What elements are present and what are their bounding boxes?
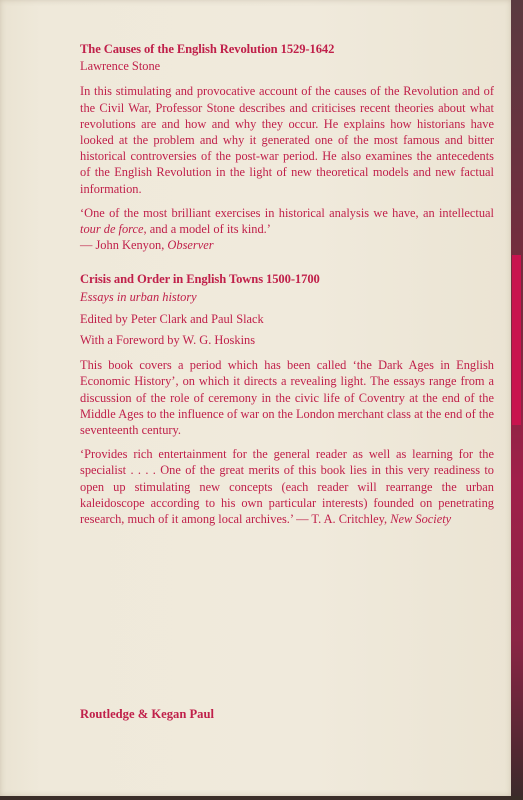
book2-review-quote <box>80 446 494 527</box>
book2-editors: Edited by Peter Clark and Paul Slack <box>80 311 264 326</box>
book1-title: The Causes of the English Revolution 1529-1642 <box>80 42 335 56</box>
book1-quote-attribution: — John Kenyon, <box>80 238 168 253</box>
book2-quote-text: ‘Provides rich entertainment for the general reader as well as learning for the specialist . . . . One of the great merits of this book lies in this very readiness to open up stimulating new concepts (each reader will rearrange the urban kaleidoscope according to his own particular interests) founded on penetrating research, much of it among local archives.’ — T. A. Critchley, <box>80 447 494 527</box>
book2-title: Crisis and Order in English Towns 1500-1700 <box>80 272 320 287</box>
book2-quote-source: New Society <box>390 512 452 527</box>
book1-quote-source: Observer <box>167 238 214 253</box>
book1-quote-text: ‘One of the most brilliant exercises in historical analysis we have, an intellectual <box>80 205 494 220</box>
book2-subtitle: Essays in urban history <box>80 289 197 304</box>
book1-review-quote <box>80 205 494 254</box>
book2-description: This book covers a period which has been called ‘the Dark Ages in English Economic History’, on which it directs a revealing light. The essays range from a discussion of the role of ceremony in the civic life of Coventry at the end of the Middle Ages to the influence of war on the London merchant class at the end of the seventeenth century. <box>80 358 494 438</box>
book1-description: In this stimulating and provocative account of the causes of the Revolution and of the Civil War, Professor Stone describes and criticises recent theories about what revolutions are and how and why they occur. He explains how historians have looked at the problem and why it generated one of the most famous and bitter historical controversies of the post-war period. He also examines the antecedents of the English Revolution in the light of new theoretical models and new factual information. <box>80 84 494 196</box>
book1-quote-italic: tour de force <box>80 222 144 237</box>
book1-author: Lawrence Stone <box>80 59 161 74</box>
publisher-name: Routledge & Kegan Paul <box>80 707 214 721</box>
jacket-text-block <box>80 41 494 535</box>
bottom-edge <box>0 796 523 800</box>
spine-color-band <box>512 255 521 425</box>
book2-foreword: With a Foreword by W. G. Hoskins <box>80 333 256 348</box>
book1-quote-text-end: , and a model of its kind.’ <box>143 222 271 237</box>
